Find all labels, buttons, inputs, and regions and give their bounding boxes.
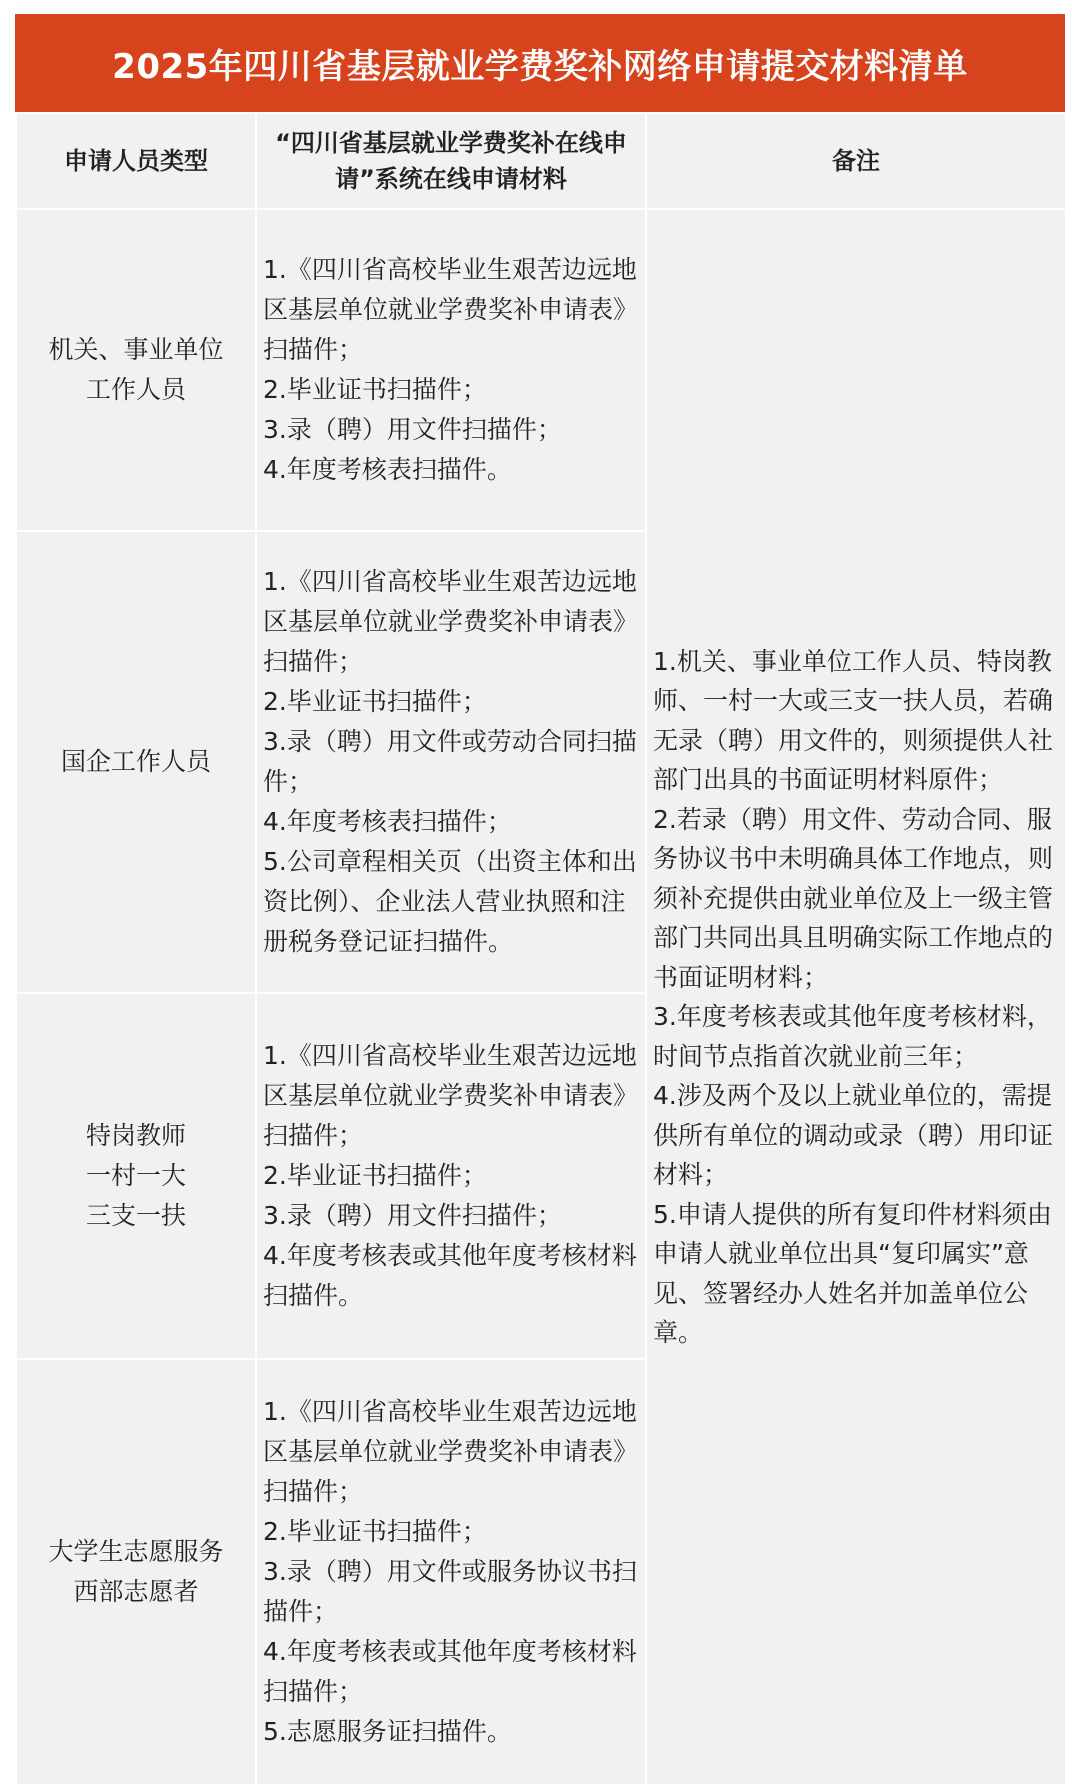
- materials-cell: [256, 209, 646, 531]
- applicant-type-line: 特岗教师: [85, 1121, 186, 1150]
- note-item: 5.申请人提供的所有复印件材料须由申请人就业单位出具“复印属实”意见、签署经办人姓名并加盖单位公章。: [653, 1199, 1052, 1347]
- note-item: 1.机关、事业单位工作人员、特岗教师、一村一大或三支一扶人员，若确无录（聘）用文件的，则须提供人社部门出具的书面证明材料原件；: [653, 646, 1054, 794]
- applicant-type-line: 大学生志愿服务: [48, 1537, 224, 1566]
- applicant-type-cell: [16, 209, 256, 531]
- material-item: 3.录（聘）用文件扫描件；: [263, 415, 562, 444]
- applicant-type-line: 一村一大: [85, 1161, 186, 1190]
- materials-cell: [256, 1359, 646, 1785]
- material-item: 5.公司章程相关页（出资主体和出资比例）、企业法人营业执照和注册税务登记证扫描件。: [263, 847, 637, 956]
- applicant-type-cell: [16, 531, 256, 993]
- header-applicant-type: 申请人员类型: [16, 113, 256, 209]
- material-item: 2.毕业证书扫描件；: [263, 1161, 487, 1190]
- note-item: 2.若录（聘）用文件、劳动合同、服务协议书中未明确具体工作地点，则须补充提供由就业单位及上一级主管部门共同出具且明确实际工作地点的书面证明材料；: [653, 804, 1054, 992]
- material-item: 2.毕业证书扫描件；: [263, 687, 487, 716]
- applicant-type-line: 三支一扶: [85, 1201, 186, 1230]
- applicant-type-line: 机关、事业单位: [48, 335, 224, 364]
- material-item: 1.《四川省高校毕业生艰苦边远地区基层单位就业学费奖补申请表》扫描件；: [263, 567, 639, 676]
- table-header-row: [16, 113, 1066, 209]
- header-notes: 备注: [646, 113, 1066, 209]
- material-item: 5.志愿服务证扫描件。: [263, 1717, 512, 1746]
- material-item: 1.《四川省高校毕业生艰苦边远地区基层单位就业学费奖补申请表》扫描件；: [263, 1397, 639, 1506]
- note-item: 3.年度考核表或其他年度考核材料，时间节点指首次就业前三年；: [653, 1002, 1052, 1071]
- material-item: 2.毕业证书扫描件；: [263, 375, 487, 404]
- materials-cell: [256, 993, 646, 1359]
- material-item: 4.年度考核表或其他年度考核材料扫描件；: [263, 1637, 637, 1706]
- material-item: 3.录（聘）用文件或服务协议书扫描件；: [263, 1557, 637, 1626]
- material-item: 2.毕业证书扫描件；: [263, 1517, 487, 1546]
- notes-cell: [646, 209, 1066, 1785]
- note-item: 4.涉及两个及以上就业单位的，需提供所有单位的调动或录（聘）用印证材料；: [653, 1081, 1054, 1189]
- material-item: 4.年度考核表或其他年度考核材料扫描件。: [263, 1241, 637, 1310]
- material-item: 1.《四川省高校毕业生艰苦边远地区基层单位就业学费奖补申请表》扫描件；: [263, 255, 639, 364]
- material-item: 3.录（聘）用文件或劳动合同扫描件；: [263, 727, 637, 796]
- materials-table: [15, 112, 1067, 1786]
- table-row: [16, 209, 1066, 531]
- applicant-type-line: 国企工作人员: [60, 747, 211, 776]
- material-item: 4.年度考核表扫描件；: [263, 807, 512, 836]
- material-item: 3.录（聘）用文件扫描件；: [263, 1201, 562, 1230]
- material-item: 1.《四川省高校毕业生艰苦边远地区基层单位就业学费奖补申请表》扫描件；: [263, 1041, 639, 1150]
- applicant-type-line: 西部志愿者: [73, 1577, 199, 1606]
- applicant-type-line: 工作人员: [85, 375, 186, 404]
- material-item: 4.年度考核表扫描件。: [263, 455, 512, 484]
- materials-cell: [256, 531, 646, 993]
- applicant-type-cell: [16, 1359, 256, 1785]
- materials-sheet: [15, 14, 1065, 1786]
- header-online-materials: “四川省基层就业学费奖补在线申请”系统在线申请材料: [256, 113, 646, 209]
- page-title: 2025年四川省基层就业学费奖补网络申请提交材料清单: [15, 14, 1065, 112]
- applicant-type-cell: [16, 993, 256, 1359]
